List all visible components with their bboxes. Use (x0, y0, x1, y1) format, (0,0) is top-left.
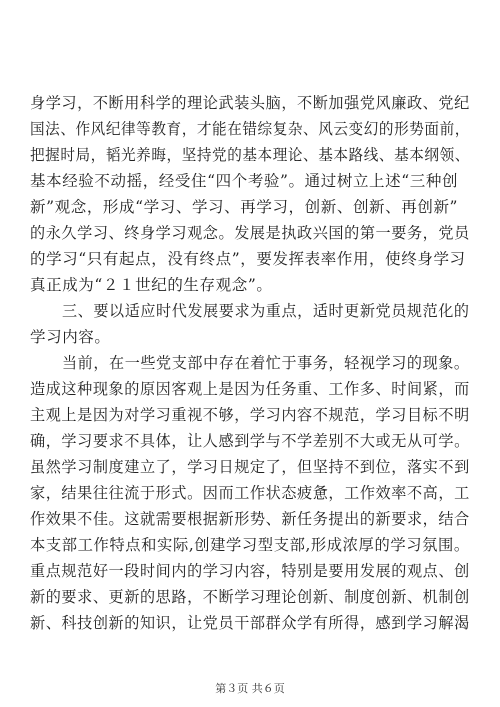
text-line: 造成这种现象的原因客观上是因为任务重、工作多、时间紧，而 (30, 380, 470, 398)
text-line: 的永久学习、终身学习观念。发展是执政兴国的第一要务，党员 (30, 224, 470, 242)
text-line: 把握时局，韬光养晦，坚持党的基本理论、基本路线、基本纲领、 (30, 146, 470, 164)
text-line: 虽然学习制度建立了，学习日规定了，但坚持不到位，落实不到 (30, 458, 470, 476)
text-line: 作效果不佳。这就需要根据新形势、新任务提出的新要求，结合 (30, 510, 470, 528)
text-line: 本支部工作特点和实际,创建学习型支部,形成浓厚的学习氛围。 (30, 536, 470, 554)
text-line: 新的要求、更新的思路，不断学习理论创新、制度创新、机制创 (30, 588, 470, 606)
section-heading-cont: 学习内容。 (30, 328, 111, 346)
text-line: 真正成为“２１世纪的生存观念”。 (30, 276, 273, 294)
text-line: 新”观念，形成“学习、学习、再学习，创新、创新、再创新” (30, 198, 459, 216)
paragraph-start: 当前，在一些党支部中存在着忙于事务，轻视学习的现象。 (62, 354, 470, 372)
text-line: 国法、作风纪律等教育，才能在错综复杂、风云变幻的形势面前， (30, 120, 470, 138)
text-line: 重点规范好一段时间内的学习内容，特别是要用发展的观点、创 (30, 562, 470, 580)
text-line: 家，结果往往流于形式。因而工作状态疲惫，工作效率不高，工 (30, 484, 470, 502)
text-line: 基本经验不动摇，经受住“四个考验”。通过树立上述“三种创 (30, 172, 459, 190)
section-heading: 三、要以适应时代发展要求为重点，适时更新党员规范化的 (62, 302, 470, 320)
text-line: 的学习“只有起点，没有终点”，要发挥表率作用，使终身学习 (30, 250, 466, 268)
text-line: 新、科技创新的知识，让党员干部群众学有所得，感到学习解渴 (30, 614, 470, 632)
text-line: 确，学习要求不具体，让人感到学与不学差别不大或无从可学。 (30, 432, 470, 450)
page-footer: 第３页 共６页 (215, 682, 285, 695)
text-line: 主观上是因为对学习重视不够，学习内容不规范，学习目标不明 (30, 406, 470, 424)
text-line: 身学习，不断用科学的理论武装头脑，不断加强党风廉政、党纪 (30, 94, 470, 112)
